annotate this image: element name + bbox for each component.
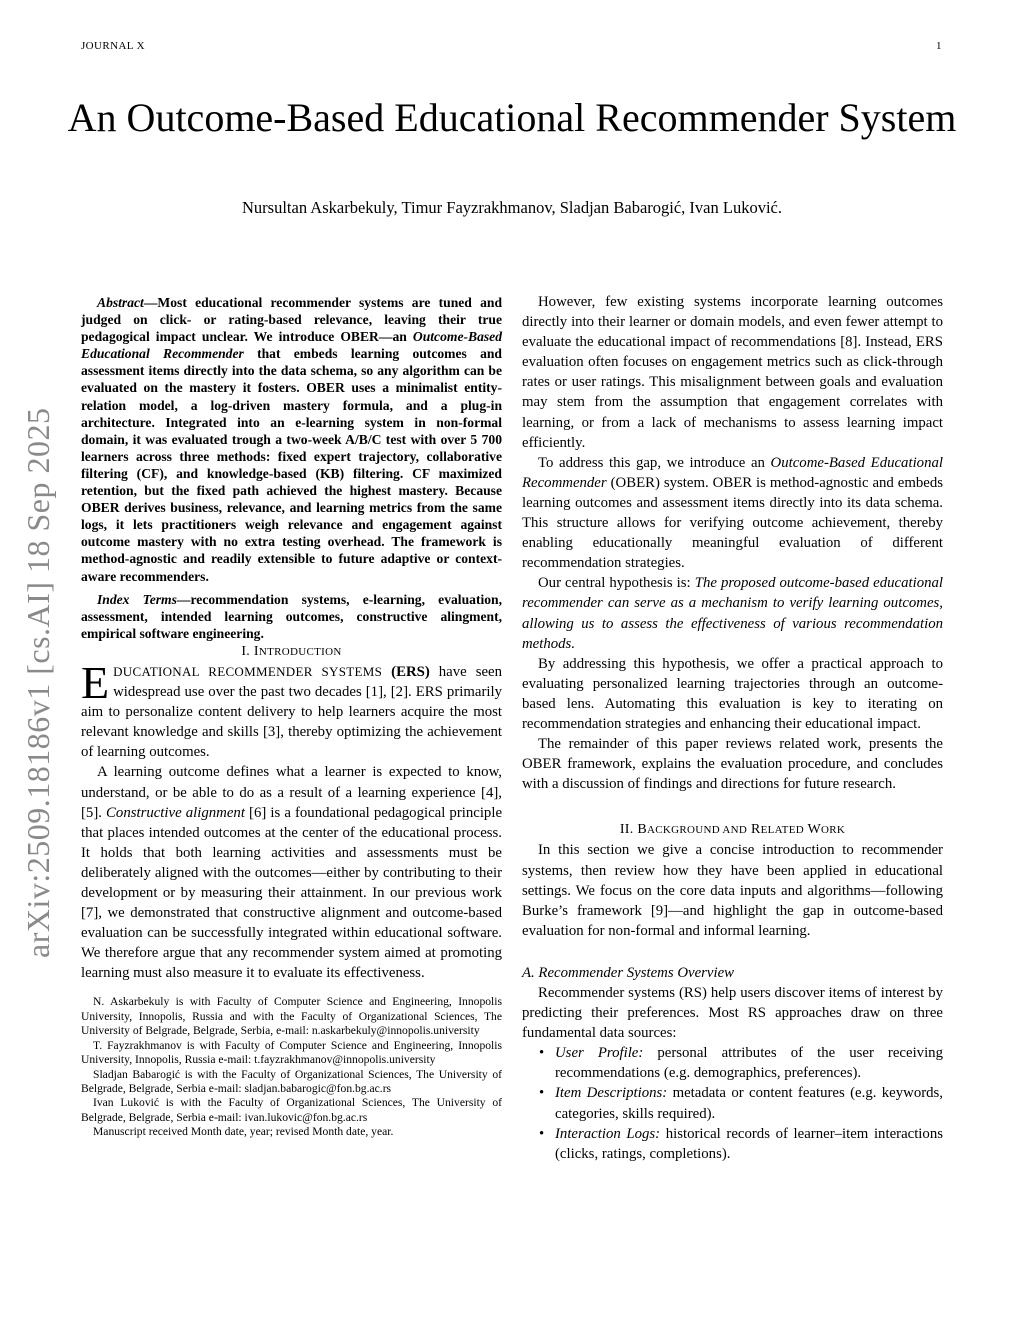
left-column: [81, 294, 502, 1140]
data-sources-list: [522, 1043, 943, 1164]
abstract-label: Abstract: [97, 295, 144, 310]
list-item: • Item Descriptions: metadata or content features (e.g. keywords, categories, skills required).: [539, 1085, 944, 1122]
index-terms-text: —recommendation systems, e-learning, evaluation, assessment, intended learning outcomes, constructive alingment, empirical software engineering.: [81, 591, 503, 641]
section-heading-background: II. BACKGROUND AND RELATED WORK: [619, 822, 846, 838]
abstract-text-2: that embeds learning outcomes and assessment items directly into the data schema, so any algorithm can be evaluated on the mastery it fosters. OBER uses a minimalist entity-relation model, a log-driven mastery formula, and a plug-in architecture. Integrated into an e-learning system in non-formal domain, it was evaluated trough a two-week A/B/C test with over 5 700 learners across three methods: fixed expert trajectory, collaborative filtering (CF), and knowledge-based (KB) filtering. CF maximized retention, but the fixed path achieved the highest mastery. Because OBER derives business, relevance, and learning metrics from the same logs, it lets practitioners weigh relevance and engagement against outcome mastery with no extra testing overhead. The framework is method-agnostic and readily extensible to future adaptive or context-aware recommenders.: [81, 346, 502, 584]
intro-paragraph-3: However, few existing systems incorporate learning outcomes directly into their learner or domain models, and even fewer attempt to evaluate the educational impact of recommendations [8]. Instead, ERS evaluation often focuses on engagement metrics such as click-through rates or user ratings. This misalignment between goals and evaluation may stem from the assumption that engagement correlates with learning, or from a lack of mechanisms to assess learning impact efficiently.: [522, 294, 943, 451]
list-item: • Interaction Logs: historical records of learner–item interactions (clicks, ratings, completions).: [539, 1125, 943, 1162]
paper-title: An Outcome-Based Educational Recommender System: [67, 95, 957, 140]
drop-cap: E: [81, 656, 110, 708]
abstract-italic-term: Outcome-Based Educational Recommender: [81, 329, 502, 362]
footnote: T. Fayzrakhmanov is with Faculty of Computer Science and Engineering, Innopolis University, Innopolis, Russia e-mail: t.fayzrakhmanov@innopolis.university: [81, 1038, 502, 1067]
arxiv-stamp: arXiv:2509.18186v1 [cs.AI] 18 Sep 2025: [20, 407, 56, 958]
footnote: Sladjan Babarogić is with the Faculty of Organizational Sciences, The University of Belgrade, Belgrade, Serbia e-mail: sladjan.babarogic@fon.bg.ac.rs: [81, 1067, 502, 1095]
footnote: N. Askarbekuly is with Faculty of Computer Science and Engineering, Innopolis University, Innopolis, Russia and with the Faculty of Organizational Sciences, The University of Belgrade, Belgrade, Serbia, e-mail: n.askarbekuly@innopolis.university: [81, 995, 502, 1038]
abstract: [81, 294, 502, 642]
subsection-heading: A. Recommender Systems Overview: [522, 964, 735, 981]
hypothesis-paragraph: Our central hypothesis is: The proposed outcome-based educational recommender can serve as a mechanism to verify learning outcomes, allowing us to assess the effectiveness of various recommendation methods.: [522, 575, 943, 652]
background-paragraph-1: In this section we give a concise introduction to recommender systems, then review how they have been applied in educational settings. We focus on the core data inputs and algorithms—following Burke’s framework [9]—and highlight the gap in outcome-based evaluation for non-formal and informal learning.: [522, 842, 943, 939]
intro-paragraph-4: To address this gap, we introduce an Outcome-Based Educational Recommender (OBER) system. OBER is method-agnostic and embeds learning outcomes and assessment items directly into its data schema. This structure allows for verifying outcome achievement, thereby enabling educationally meaningful evaluation of different recommendation strategies.: [522, 454, 943, 572]
intro-paragraph-7: The remainder of this paper reviews related work, presents the OBER framework, explains the evaluation procedure, and concludes with a discussion of findings and directions for future research.: [522, 736, 943, 793]
rs-overview-paragraph: Recommender systems (RS) help users discover items of interest by predicting their preferences. Most RS approaches draw on three fundamental data sources:: [522, 985, 943, 1042]
intro-paragraph-2: A learning outcome defines what a learner is expected to know, understand, or be able to do as a result of a learning experience [4], [5]. Constructive alignment [6] is a foundational pedagogical principle that places intended outcomes at the center of the educational process. It holds that both learning activities and assessments must be deliberately aligned with the outcomes—either by contributing to their development or by measuring their attainment. In our previous work [7], we demonstrated that constructive alignment and outcome-based evaluation can be successfully integrated within educational software. We therefore argue that any recommender system aimed at promoting learning must also measure it to evaluate its effectiveness.: [81, 764, 503, 982]
journal-header: JOURNAL X: [81, 40, 145, 52]
page-number: 1: [936, 40, 942, 52]
abstract-text-1: —Most educational recommender systems are tuned and judged on click- or rating-based relevance, leaving their true pedagogical impact unclear. We introduce OBER—an: [81, 295, 502, 345]
author-list: Nursultan Askarbekuly, Timur Fayzrakhmanov, Sladjan Babarogić, Ivan Luković.: [242, 198, 782, 217]
author-footnotes: [81, 995, 502, 1139]
footnote: Manuscript received Month date, year; revised Month date, year.: [93, 1125, 394, 1139]
section-heading-introduction: I. INTRODUCTION: [241, 643, 342, 659]
right-column: [522, 292, 943, 1164]
index-terms-label: Index Terms: [97, 591, 177, 607]
footnote: Ivan Luković is with the Faculty of Organizational Sciences, The University of Belgrade, Belgrade, Serbia e-mail: ivan.lukovic@fon.bg.ac.rs: [81, 1096, 502, 1124]
list-item: • User Profile: personal attributes of the user receiving recommendations (e.g. demographics, preferences).: [539, 1045, 943, 1082]
intro-paragraph-6: By addressing this hypothesis, we offer a practical approach to evaluating personalized learning trajectories through an outcome-based lens. Automating this evaluation is key to iterating on recommendation strategies and enhancing their educational impact.: [522, 655, 943, 732]
intro-paragraph-1: EDUCATIONAL RECOMMENDER SYSTEMS (ERS) have seen widespread use over the past two decades [1], [2]. ERS primarily aim to personalize content delivery to help learners acquire the most relevant knowledge and skills [3], thereby optimizing the achievement of learning outcomes.: [81, 656, 502, 761]
